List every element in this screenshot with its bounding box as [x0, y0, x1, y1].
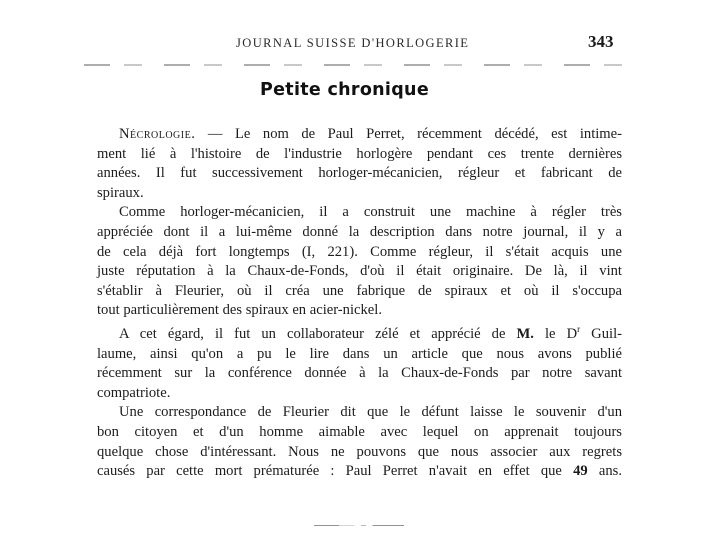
text-line: tout particulièrement des spiraux en acier-nickel.: [97, 302, 382, 319]
text-line: causés par cette mort prématurée : Paul Perret n'avait en effet que 49 ans.: [97, 463, 622, 480]
text-line: appréciée dont il a lui-même donné la description dans notre journal, il y a: [97, 223, 622, 240]
text-line: compatriote.: [97, 384, 171, 401]
end-rule: [314, 525, 404, 526]
text-line: bon citoyen et d'un homme aimable avec lequel on apprenait toujours: [97, 423, 622, 440]
paragraph-horloger: [97, 203, 622, 321]
text-line: Comme horloger-mécanicien, il a construit une machine à régler très: [119, 204, 622, 221]
page-number: 343: [588, 32, 614, 51]
running-head: [0, 34, 720, 54]
text-line: A cet égard, il fut un collaborateur zélé et apprécié de M. le $D^r$ Guil-: [119, 324, 622, 342]
text-line: juste réputation à la Chaux-de-Fonds, d'où il était originaire. De là, il vint: [97, 263, 622, 280]
text-line: quelque chose d'intéressant. Nous ne pouvons que nous associer aux regrets: [97, 443, 622, 460]
paragraph-fleurier: [97, 403, 622, 481]
text-line: Nécrologie. — Le nom de Paul Perret, récemment décédé, est intime-: [119, 126, 622, 142]
paragraph-necrologie: [97, 125, 622, 203]
article-body: [97, 125, 622, 482]
text-line: ment lié à l'histoire de l'industrie horlogère pendant ces trente dernières: [97, 145, 622, 162]
journal-title: JOURNAL SUISSE D'HORLOGERIE: [236, 36, 470, 50]
header-rule: [84, 64, 624, 66]
text-line: s'établir à Fleurier, où il créa une fabrique de spiraux et où il s'occupa: [97, 282, 622, 299]
text-line: Une correspondance de Fleurier dit que le défunt laisse le souvenir d'un: [119, 404, 622, 421]
text-line: récemment sur la conférence donnée à la Chaux-de-Fonds par notre savant: [97, 365, 622, 382]
paragraph-guillaume: [97, 325, 622, 403]
section-title: Petite chronique: [260, 80, 429, 100]
section-lead: Nécrologie.: [119, 126, 196, 142]
text-line: laume, ainsi qu'on a pu le lire dans un article que nous avons publié: [97, 345, 622, 362]
text-line: spiraux.: [97, 184, 144, 201]
text-line: de cela déjà fort longtemps (I, 221). Comme régleur, il s'était acquis une: [97, 243, 622, 260]
text-line: années. Il fut successivement horloger-mécanicien, régleur et fabricant de: [97, 165, 622, 182]
